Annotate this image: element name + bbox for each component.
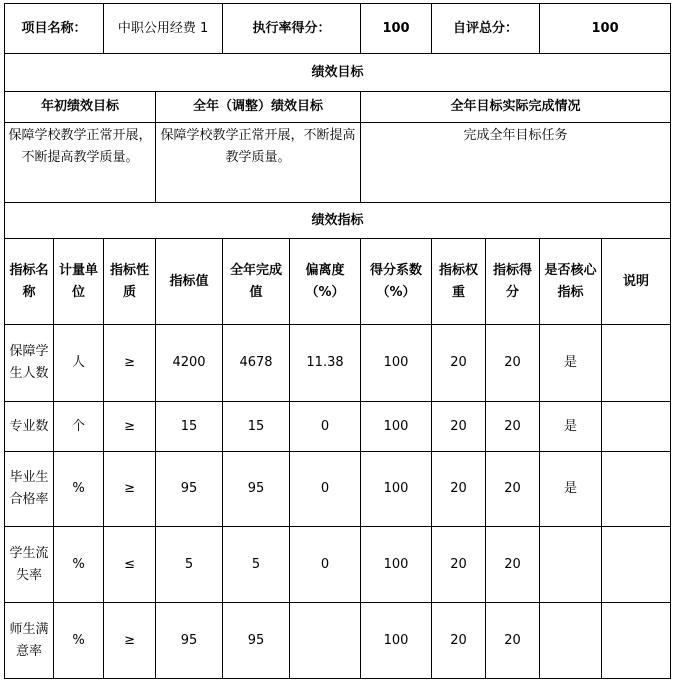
deviation: 0 <box>290 402 361 452</box>
score: 20 <box>486 402 540 452</box>
indicator-name: 学生流失率 <box>5 527 54 603</box>
table-row <box>5 527 671 603</box>
table-row <box>5 603 671 679</box>
goals-adjusted-text: 保障学校教学正常开展，不断提高教学质量。 <box>156 123 361 203</box>
col-header: 是否核心指标 <box>540 239 602 325</box>
unit: % <box>54 603 104 679</box>
self-score-value: 100 <box>540 4 671 54</box>
target-value: 15 <box>156 402 223 452</box>
remark <box>602 402 671 452</box>
goals-actual-text: 完成全年目标任务 <box>361 123 671 203</box>
weight: 20 <box>432 527 486 603</box>
score: 20 <box>486 603 540 679</box>
goals-col-initial: 年初绩效目标 <box>5 92 156 123</box>
col-header: 指标名称 <box>5 239 54 325</box>
unit: 人 <box>54 325 104 402</box>
performance-table <box>4 3 671 679</box>
weight: 20 <box>432 603 486 679</box>
exec-rate-score: 100 <box>361 4 432 54</box>
col-header: 得分系数（%） <box>361 239 432 325</box>
target-value: 95 <box>156 603 223 679</box>
target-value: 4200 <box>156 325 223 402</box>
deviation <box>290 603 361 679</box>
col-header: 指标值 <box>156 239 223 325</box>
nature: ≥ <box>104 603 156 679</box>
col-header: 计量单位 <box>54 239 104 325</box>
deviation: 11.38 <box>290 325 361 402</box>
col-header: 说明 <box>602 239 671 325</box>
score-coef: 100 <box>361 402 432 452</box>
table-row <box>5 402 671 452</box>
weight: 20 <box>432 452 486 527</box>
table-row <box>5 325 671 402</box>
indicators-header-row <box>5 239 671 325</box>
is-core <box>540 527 602 603</box>
is-core: 是 <box>540 402 602 452</box>
project-name-label: 项目名称： <box>5 4 104 54</box>
nature: ≥ <box>104 325 156 402</box>
remark <box>602 603 671 679</box>
remark <box>602 325 671 402</box>
table-row <box>5 452 671 527</box>
score-coef: 100 <box>361 452 432 527</box>
project-name-value: 中职公用经费 1 <box>104 4 223 54</box>
nature: ≥ <box>104 402 156 452</box>
score-coef: 100 <box>361 603 432 679</box>
is-core: 是 <box>540 452 602 527</box>
is-core: 是 <box>540 325 602 402</box>
deviation: 0 <box>290 527 361 603</box>
is-core <box>540 603 602 679</box>
remark <box>602 527 671 603</box>
goals-col-actual: 全年目标实际完成情况 <box>361 92 671 123</box>
target-value: 95 <box>156 452 223 527</box>
actual-value: 95 <box>223 452 290 527</box>
col-header: 全年完成值 <box>223 239 290 325</box>
col-header: 指标得分 <box>486 239 540 325</box>
indicator-name: 毕业生合格率 <box>5 452 54 527</box>
col-header: 指标性质 <box>104 239 156 325</box>
indicators-section-title: 绩效指标 <box>5 203 671 239</box>
col-header: 指标权重 <box>432 239 486 325</box>
weight: 20 <box>432 325 486 402</box>
score-coef: 100 <box>361 527 432 603</box>
score: 20 <box>486 452 540 527</box>
nature: ≥ <box>104 452 156 527</box>
goals-section-title: 绩效目标 <box>5 54 671 92</box>
score: 20 <box>486 325 540 402</box>
col-header: 偏离度（%） <box>290 239 361 325</box>
self-score-label: 自评总分： <box>432 4 540 54</box>
goals-initial-text: 保障学校教学正常开展，不断提高教学质量。 <box>5 123 156 203</box>
unit: % <box>54 452 104 527</box>
unit: 个 <box>54 402 104 452</box>
remark <box>602 452 671 527</box>
unit: % <box>54 527 104 603</box>
actual-value: 4678 <box>223 325 290 402</box>
indicator-name: 师生满意率 <box>5 603 54 679</box>
score-coef: 100 <box>361 325 432 402</box>
indicator-name: 保障学生人数 <box>5 325 54 402</box>
actual-value: 95 <box>223 603 290 679</box>
indicator-name: 专业数 <box>5 402 54 452</box>
goals-col-adjusted: 全年（调整）绩效目标 <box>156 92 361 123</box>
deviation: 0 <box>290 452 361 527</box>
header-row <box>5 4 671 54</box>
target-value: 5 <box>156 527 223 603</box>
score: 20 <box>486 527 540 603</box>
weight: 20 <box>432 402 486 452</box>
actual-value: 5 <box>223 527 290 603</box>
actual-value: 15 <box>223 402 290 452</box>
nature: ≤ <box>104 527 156 603</box>
exec-rate-label: 执行率得分： <box>223 4 361 54</box>
